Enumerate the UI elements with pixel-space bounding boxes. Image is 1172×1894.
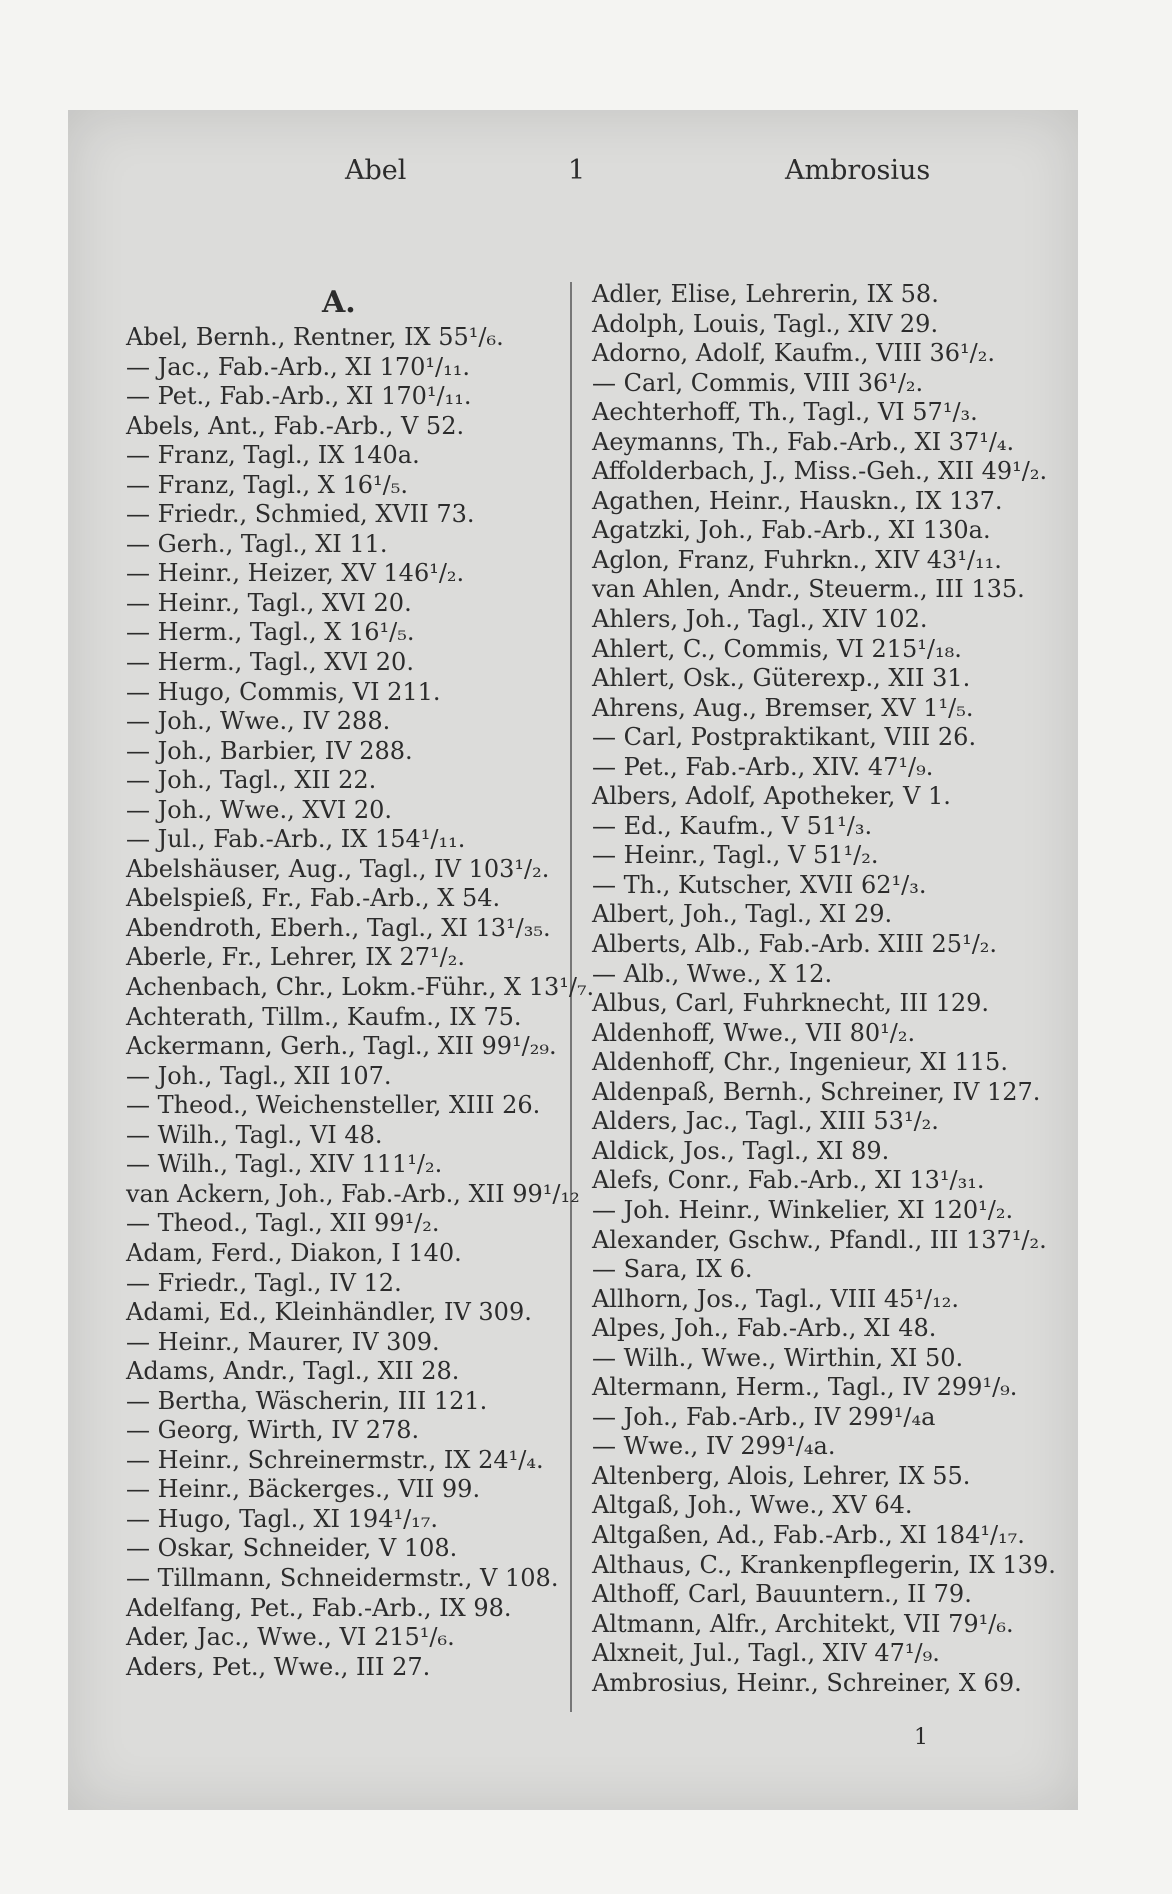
- directory-entry: — Joh., Tagl., XII 107.: [126, 1061, 392, 1090]
- directory-entry: — Heinr., Bäckerges., VII 99.: [126, 1475, 481, 1504]
- directory-entry: Ahlers, Joh., Tagl., XIV 102.: [592, 605, 928, 634]
- header-right-catchword: Ambrosius: [785, 155, 931, 186]
- directory-entry: Ahlert, Osk., Güterexp., XII 31.: [592, 664, 971, 693]
- directory-entry: Altenberg, Alois, Lehrer, IX 55.: [592, 1461, 971, 1490]
- directory-entry: Agatzki, Joh., Fab.-Arb., XI 130a.: [592, 516, 991, 545]
- directory-entry: — Franz, Tagl., IX 140a.: [126, 441, 420, 470]
- directory-entry: Alberts, Alb., Fab.-Arb. XIII 25¹/₂.: [592, 930, 998, 959]
- directory-entry: Albers, Adolf, Apotheker, V 1.: [592, 782, 951, 811]
- directory-entry: Alpes, Joh., Fab.-Arb., XI 48.: [592, 1314, 937, 1343]
- directory-entry: Aechterhoff, Th., Tagl., VI 57¹/₃.: [592, 398, 978, 427]
- directory-entry: Albus, Carl, Fuhrknecht, III 129.: [592, 989, 990, 1018]
- directory-entry: Alders, Jac., Tagl., XIII 53¹/₂.: [592, 1107, 939, 1136]
- directory-entry: — Alb., Wwe., X 12.: [592, 959, 833, 988]
- directory-entry: van Ackern, Joh., Fab.-Arb., XII 99¹/₁₂: [126, 1179, 580, 1208]
- directory-entry: Alexander, Gschw., Pfandl., III 137¹/₂.: [592, 1225, 1047, 1254]
- directory-entry: Adler, Elise, Lehrerin, IX 58.: [592, 280, 939, 308]
- directory-entry: Althaus, C., Krankenpflegerin, IX 139.: [592, 1550, 1056, 1579]
- directory-entry: Affolderbach, J., Miss.-Geh., XII 49¹/₂.: [592, 457, 1048, 486]
- directory-entry: Aglon, Franz, Fuhrkn., XIV 43¹/₁₁.: [592, 545, 1002, 574]
- directory-entry: — Georg, Wirth, IV 278.: [126, 1416, 420, 1445]
- directory-entry: — Jac., Fab.-Arb., XI 170¹/₁₁.: [126, 352, 470, 381]
- directory-entry: — Pet., Fab.-Arb., XI 170¹/₁₁.: [126, 382, 472, 411]
- folio-number: 1: [914, 1725, 928, 1750]
- directory-entry: — Joh. Heinr., Winkelier, XI 120¹/₂.: [592, 1195, 1014, 1224]
- letter-heading: A.: [322, 285, 356, 320]
- directory-entry: — Heinr., Maurer, IV 309.: [126, 1327, 440, 1356]
- directory-entry: Aders, Pet., Wwe., III 27.: [126, 1652, 431, 1681]
- directory-entry: — Carl, Postpraktikant, VIII 26.: [592, 723, 977, 752]
- directory-entry: — Heinr., Heizer, XV 146¹/₂.: [126, 559, 465, 588]
- directory-entry: Ahlert, C., Commis, VI 215¹/₁₈.: [592, 634, 962, 663]
- directory-entry: Ader, Jac., Wwe., VI 215¹/₆.: [126, 1623, 455, 1652]
- directory-entry: — Wwe., IV 299¹/₄a.: [592, 1432, 836, 1461]
- directory-entry: Abelspieß, Fr., Fab.-Arb., X 54.: [126, 884, 501, 913]
- directory-entry: — Carl, Commis, VIII 36¹/₂.: [592, 368, 924, 397]
- running-head: [0, 155, 1172, 195]
- directory-entry: Agathen, Heinr., Hauskn., IX 137.: [592, 486, 1003, 515]
- directory-entry: Achterath, Tillm., Kaufm., IX 75.: [126, 1002, 522, 1031]
- directory-entry: — Herm., Tagl., X 16¹/₅.: [126, 618, 415, 647]
- directory-entry: — Oskar, Schneider, V 108.: [126, 1534, 458, 1563]
- directory-entry: — Sara, IX 6.: [592, 1255, 753, 1284]
- directory-entry: van Ahlen, Andr., Steuerm., III 135.: [592, 575, 1025, 604]
- directory-entry: — Joh., Wwe., IV 288.: [126, 707, 391, 736]
- directory-entry: — Wilh., Tagl., VI 48.: [126, 1120, 383, 1149]
- directory-entry: Alefs, Conr., Fab.-Arb., XI 13¹/₃₁.: [592, 1166, 985, 1195]
- directory-entry: Ackermann, Gerh., Tagl., XII 99¹/₂₉.: [126, 1032, 557, 1061]
- directory-entry: — Th., Kutscher, XVII 62¹/₃.: [592, 870, 927, 899]
- directory-entry: Aldick, Jos., Tagl., XI 89.: [592, 1136, 890, 1165]
- directory-entry: Allhorn, Jos., Tagl., VIII 45¹/₁₂.: [592, 1284, 959, 1313]
- directory-entry: — Herm., Tagl., XVI 20.: [126, 648, 414, 677]
- directory-entry: Aeymanns, Th., Fab.-Arb., XI 37¹/₄.: [592, 427, 1015, 456]
- directory-entry: Alxneit, Jul., Tagl., XIV 47¹/₉.: [592, 1639, 940, 1668]
- directory-entry: — Friedr., Schmied, XVII 73.: [126, 500, 475, 529]
- directory-entry: Achenbach, Chr., Lokm.-Führ., X 13¹/₇.: [126, 973, 595, 1002]
- right-column: [592, 280, 1056, 1698]
- directory-entry: — Franz, Tagl., X 16¹/₅.: [126, 470, 409, 499]
- directory-entry: — Heinr., Tagl., XVI 20.: [126, 588, 412, 617]
- directory-entry: Aberle, Fr., Lehrer, IX 27¹/₂.: [126, 943, 465, 972]
- directory-entry: — Hugo, Tagl., XI 194¹/₁₇.: [126, 1504, 439, 1533]
- directory-entry: Aldenhoff, Chr., Ingenieur, XI 115.: [592, 1048, 1008, 1077]
- directory-entry: — Jul., Fab.-Arb., IX 154¹/₁₁.: [126, 825, 466, 854]
- directory-entry: — Tillmann, Schneidermstr., V 108.: [126, 1563, 559, 1592]
- directory-entry: Althoff, Carl, Bauuntern., II 79.: [592, 1580, 972, 1609]
- directory-entry: — Wilh., Wwe., Wirthin, XI 50.: [592, 1343, 964, 1372]
- directory-entry: Ambrosius, Heinr., Schreiner, X 69.: [592, 1668, 1022, 1697]
- directory-entry: — Joh., Wwe., XVI 20.: [126, 795, 393, 824]
- directory-entry: Abelshäuser, Aug., Tagl., IV 103¹/₂.: [126, 854, 550, 883]
- directory-entry: Abendroth, Eberh., Tagl., XI 13¹/₃₅.: [126, 913, 551, 942]
- directory-entry: — Pet., Fab.-Arb., XIV. 47¹/₉.: [592, 752, 934, 781]
- directory-entry: — Joh., Fab.-Arb., IV 299¹/₄a: [592, 1402, 936, 1431]
- directory-entry: Adami, Ed., Kleinhändler, IV 309.: [126, 1298, 532, 1327]
- directory-entry: — Joh., Tagl., XII 22.: [126, 766, 377, 795]
- directory-entry: — Heinr., Tagl., V 51¹/₂.: [592, 841, 879, 870]
- directory-entry: Albert, Joh., Tagl., XI 29.: [592, 900, 893, 929]
- directory-entry: Adorno, Adolf, Kaufm., VIII 36¹/₂.: [592, 339, 996, 368]
- directory-entry: — Wilh., Tagl., XIV 111¹/₂.: [126, 1150, 443, 1179]
- directory-entry: — Hugo, Commis, VI 211.: [126, 677, 441, 706]
- directory-entry: — Theod., Weichensteller, XIII 26.: [126, 1091, 541, 1120]
- directory-entry: Adam, Ferd., Diakon, I 140.: [126, 1238, 462, 1267]
- directory-entry: — Bertha, Wäscherin, III 121.: [126, 1386, 488, 1415]
- directory-entry: — Gerh., Tagl., XI 11.: [126, 529, 388, 558]
- header-page-number: 1: [568, 155, 586, 186]
- directory-entry: — Heinr., Schreinermstr., IX 24¹/₄.: [126, 1445, 544, 1474]
- directory-entry: — Ed., Kaufm., V 51¹/₃.: [592, 811, 873, 840]
- directory-entry: Altmann, Alfr., Architekt, VII 79¹/₆.: [592, 1609, 1014, 1638]
- directory-entry: Abels, Ant., Fab.-Arb., V 52.: [126, 411, 465, 440]
- directory-entry: Altgaß, Joh., Wwe., XV 64.: [592, 1491, 913, 1520]
- directory-entry: Abel, Bernh., Rentner, IX 55¹/₆.: [126, 323, 504, 351]
- directory-entry: — Joh., Barbier, IV 288.: [126, 736, 413, 765]
- directory-entry: Aldenhoff, Wwe., VII 80¹/₂.: [592, 1018, 916, 1047]
- directory-entry: Aldenpaß, Bernh., Schreiner, IV 127.: [592, 1077, 1041, 1106]
- directory-entry: Ahrens, Aug., Bremser, XV 1¹/₅.: [592, 693, 974, 722]
- directory-entry: Adolph, Louis, Tagl., XIV 29.: [592, 309, 939, 338]
- directory-entry: — Friedr., Tagl., IV 12.: [126, 1268, 402, 1297]
- header-left-catchword: Abel: [345, 155, 407, 186]
- directory-entry: Altgaßen, Ad., Fab.-Arb., XI 184¹/₁₇.: [592, 1520, 1025, 1549]
- directory-entry: — Theod., Tagl., XII 99¹/₂.: [126, 1209, 440, 1238]
- left-column: [126, 323, 594, 1682]
- directory-entry: Adams, Andr., Tagl., XII 28.: [126, 1357, 460, 1386]
- directory-entry: Altermann, Herm., Tagl., IV 299¹/₉.: [592, 1373, 1018, 1402]
- directory-entry: Adelfang, Pet., Fab.-Arb., IX 98.: [126, 1593, 512, 1622]
